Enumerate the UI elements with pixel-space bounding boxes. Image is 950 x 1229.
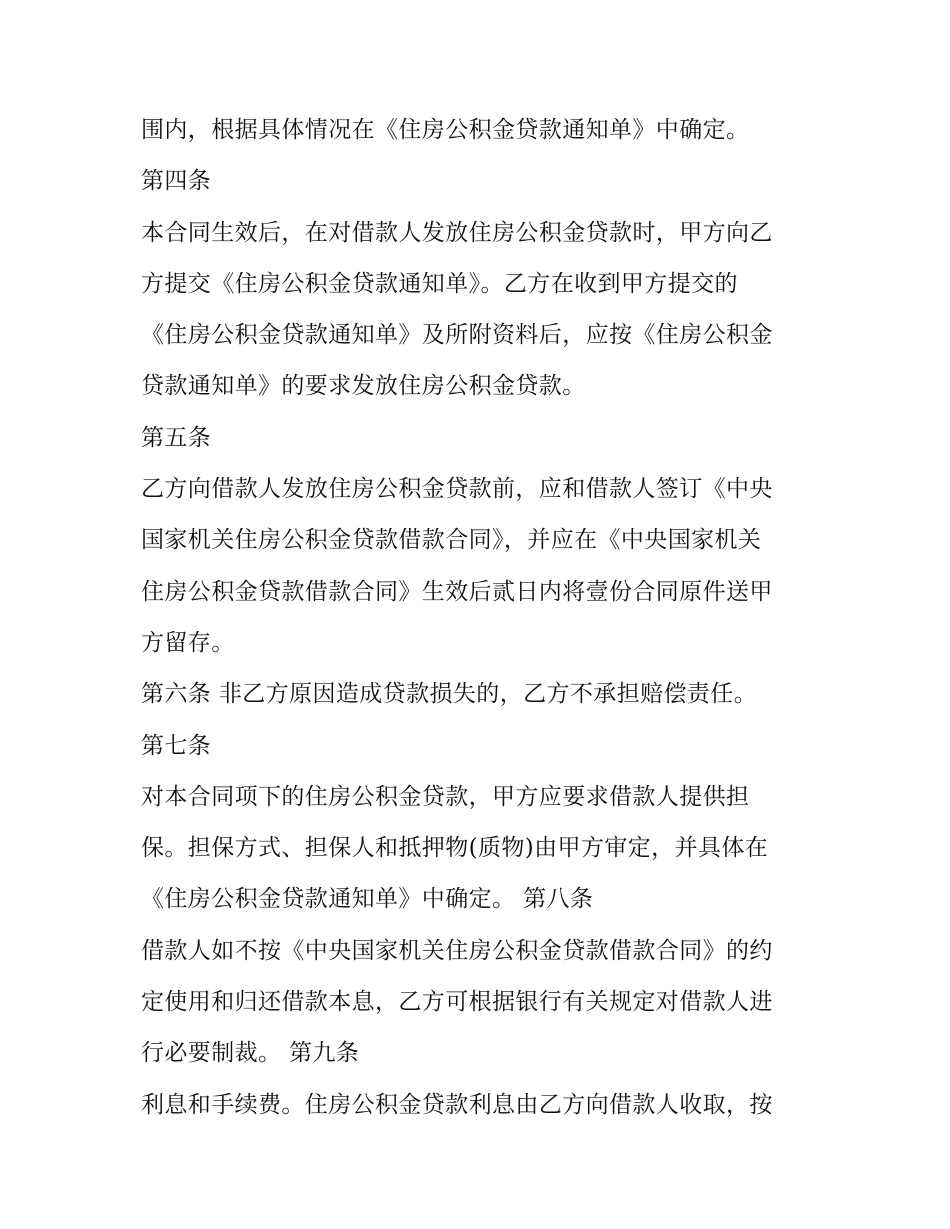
text-line: 贷款通知单》的要求发放住房公积金贷款。 — [141, 373, 586, 400]
text-line: 行必要制裁。 第九条 — [141, 1040, 360, 1067]
text-line: 住房公积金贷款借款合同》生效后贰日内将壹份合同原件送甲 — [141, 578, 773, 605]
text-line: 本合同生效后，在对借款人发放住房公积金贷款时，甲方向乙 — [141, 219, 773, 246]
text-line: 借款人如不按《中央国家机关住房公积金贷款借款合同》的约 — [141, 937, 773, 964]
text-line: 定使用和归还借款本息，乙方可根据银行有关规定对借款人进 — [141, 989, 773, 1016]
text-line: 《住房公积金贷款通知单》及所附资料后，应按《住房公积金 — [141, 322, 773, 349]
document-body — [141, 105, 821, 1131]
text-line: 第六条 非乙方原因造成贷款损失的，乙方不承担赔偿责任。 — [141, 681, 758, 708]
text-line: 方留存。 — [141, 629, 235, 656]
article-heading: 第五条 — [141, 424, 212, 451]
text-line: 对本合同项下的住房公积金贷款，甲方应要求借款人提供担 — [141, 783, 750, 810]
text-line: 国家机关住房公积金贷款借款合同》，并应在《中央国家机关 — [141, 527, 762, 554]
article-heading: 第四条 — [141, 168, 212, 195]
text-line: 利息和手续费。住房公积金贷款利息由乙方向借款人收取，按 — [141, 1091, 773, 1118]
text-line: 保。担保方式、担保人和抵押物(质物)由甲方审定，并具体在 — [141, 835, 769, 862]
article-heading: 第七条 — [141, 732, 212, 759]
text-line: 方提交《住房公积金贷款通知单》。乙方在收到甲方提交的 — [141, 270, 738, 297]
text-line: 乙方向借款人发放住房公积金贷款前，应和借款人签订《中央 — [141, 476, 773, 503]
text-line: 围内，根据具体情况在《住房公积金贷款通知单》中确定。 — [141, 117, 750, 143]
text-line: 《住房公积金贷款通知单》中确定。 第八条 — [141, 886, 594, 913]
